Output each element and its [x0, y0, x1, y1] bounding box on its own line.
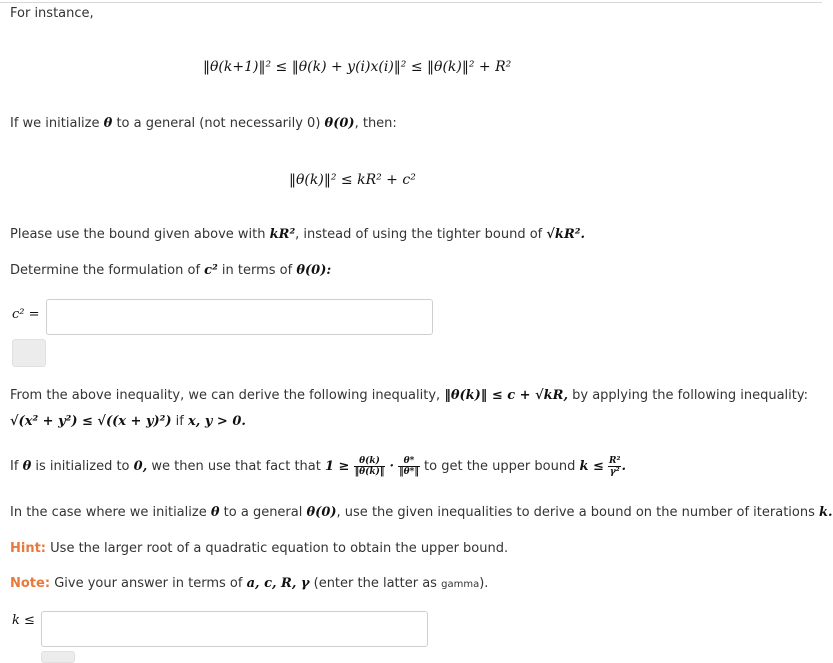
answer2-label: k ≤: [12, 613, 35, 628]
bound-text: Please use the bound given above with kR², instead of using the tighter bound of √kR².: [10, 227, 585, 242]
intro-text: For instance,: [10, 6, 94, 21]
c2-answer-input[interactable]: [46, 299, 433, 335]
determine-text: Determine the formulation of c² in terms of θ(0):: [10, 263, 332, 278]
k-answer-input[interactable]: [41, 611, 428, 647]
zero-init-text: If θ is initialized to 0, we then use that fact that 1 ≥ $\frac{\theta(k)}{‖\theta(k)‖}$ · $\frac{\theta*}{‖\theta*‖}$ to get the upper bound k ≤ $\frac{\text{R²}}{\text{γ²}}$ .: [10, 456, 626, 477]
submit-check-button-2[interactable]: [41, 651, 75, 663]
general-init-text: In the case where we initialize θ to a general θ(0), use the given inequalities to derive a bound on the number of iterations k.: [10, 505, 833, 520]
derivation-text: From the above inequality, we can derive the following inequality, ‖θ(k)‖ ≤ c + √kR, by applying the following inequality:: [10, 388, 809, 403]
equation-1: ‖θ(k+1)‖² ≤ ‖θ(k) + y(i)x(i)‖² ≤ ‖θ(k)‖² + R²: [203, 59, 512, 75]
note-text: Note: Give your answer in terms of a, c, R, γ (enter the latter as gamma).: [10, 576, 489, 591]
sqrt-inequality: √(x² + y²) ≤ √((x + y)²) if x, y > 0.: [10, 414, 246, 429]
init-text: If we initialize θ to a general (not necessarily 0) θ(0), then:: [10, 116, 397, 131]
hint-text: Hint: Use the larger root of a quadratic equation to obtain the upper bound.: [10, 541, 509, 556]
equation-2: ‖θ(k)‖² ≤ kR² + c²: [289, 172, 416, 188]
answer1-label: c² =: [12, 307, 40, 322]
top-divider: [0, 2, 822, 3]
submit-check-button[interactable]: [12, 339, 46, 367]
